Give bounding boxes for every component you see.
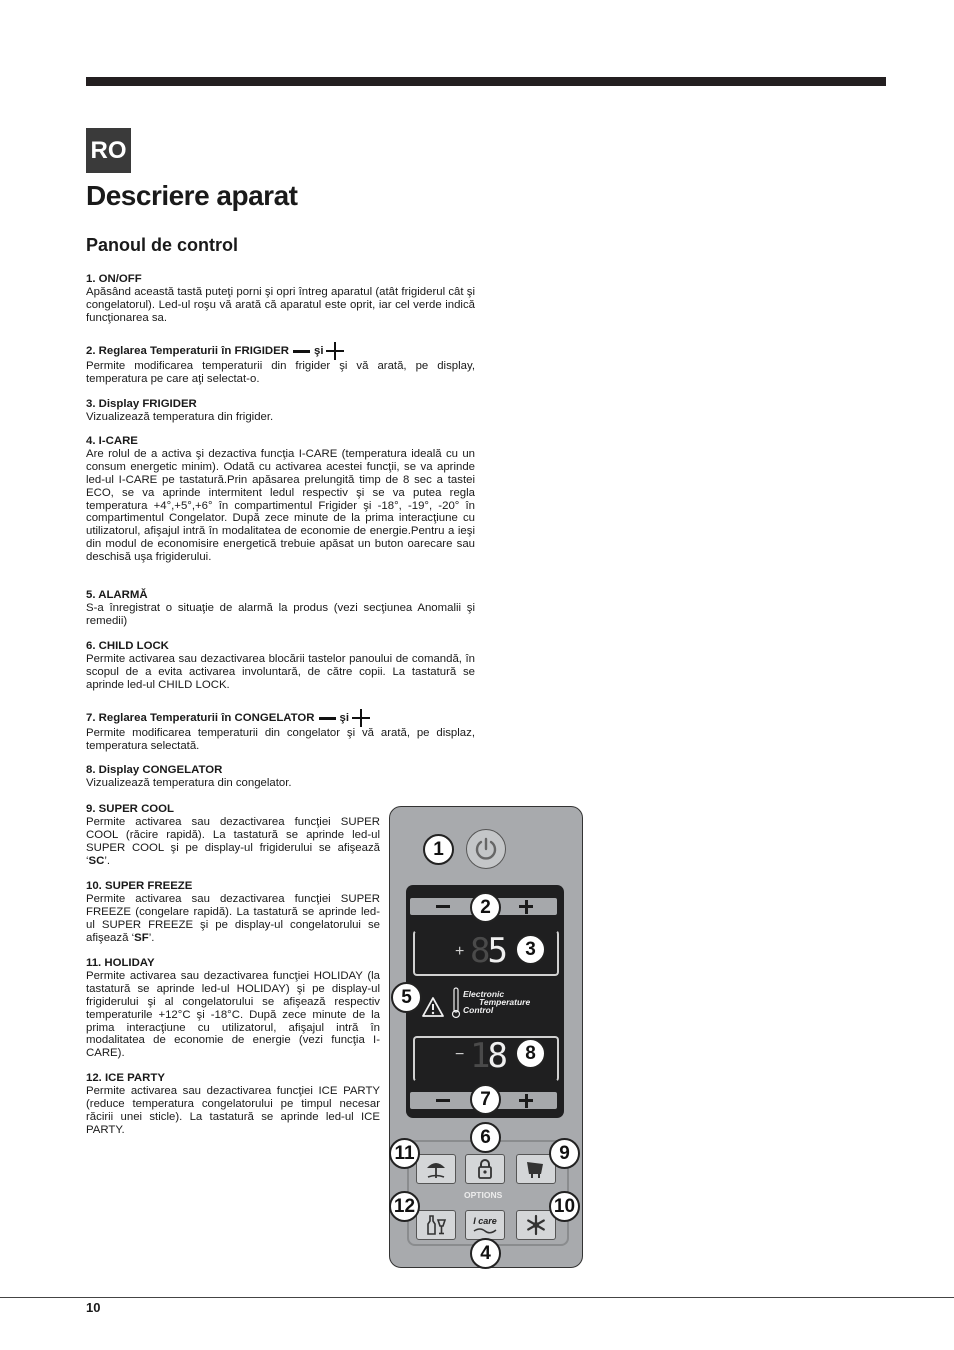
freezer-display-sign: − <box>455 1046 465 1063</box>
callout-7: 7 <box>470 1084 501 1115</box>
power-icon <box>473 836 499 862</box>
item-text: Vizualizează temperatura din congelator. <box>86 776 292 789</box>
item-text: S-a înregistrat o situaţie de alarmă la produs (vezi secţiunea Anomalii şi remedii) <box>86 601 475 627</box>
item-heading-text: 7. Reglarea Temperaturii în CONGELATOR <box>86 711 315 724</box>
item-heading <box>86 709 475 727</box>
lock-icon <box>476 1158 494 1180</box>
page-number: 10 <box>86 1300 101 1315</box>
item-text: Apăsând această tastă puteţi porni şi opri întreg aparatul (atât frigiderul cât şi congelatorul). Led-ul roşu vă arată că aparatul este oprit, iar cel verde indică funcţionarea sa. <box>86 285 475 324</box>
callout-3: 3 <box>515 934 546 965</box>
item-fridge-display <box>86 398 475 424</box>
minus-icon <box>436 1099 450 1102</box>
callout-5: 5 <box>391 982 422 1013</box>
item-heading: 8. Display CONGELATOR <box>86 764 223 776</box>
callout-1: 1 <box>423 834 454 865</box>
item-super-freeze <box>86 880 380 945</box>
callout-4: 4 <box>470 1238 501 1269</box>
item-heading: 1. ON/OFF <box>86 273 142 285</box>
plus-icon <box>326 342 344 360</box>
item-super-cool <box>86 803 380 868</box>
item-text: Permite activarea sau dezactivarea funcţiei HOLIDAY (la tastatură se aprinde led-ul HOLIDAY) şi pe display-ul frigiderului şi al congelatorului se afişează respectiv temperaturile +12°C şi -18°C. După zece minute de la prima interacţiune cu utilizatorul, afişajul intră în modalitatea de economie de energie (vezi funcţia I-CARE). <box>86 969 380 1060</box>
super-cool-icon <box>524 1158 548 1180</box>
item-ice-party <box>86 1072 380 1137</box>
super-freeze-button[interactable] <box>516 1210 556 1240</box>
item-text: Permite modificarea temperaturii din congelator şi vă arată, pe displaz, temperatura selectată. <box>86 727 475 752</box>
callout-10: 10 <box>549 1191 580 1222</box>
electronic-temperature-control-logo: Electronic Temperature Control <box>448 986 548 1020</box>
item-freezer-temperature <box>86 709 475 753</box>
holiday-icon <box>423 1158 449 1180</box>
item-freezer-display <box>86 764 475 790</box>
callout-9: 9 <box>549 1138 580 1169</box>
plus-icon <box>352 709 370 727</box>
minus-icon <box>436 905 450 908</box>
item-heading: 9. SUPER COOL <box>86 803 174 815</box>
minus-icon <box>319 717 336 720</box>
fridge-display-digits: 85 <box>470 931 505 971</box>
item-heading <box>86 342 475 360</box>
callout-2: 2 <box>470 892 501 923</box>
bottom-rule <box>0 1297 954 1298</box>
item-heading-text: 2. Reglarea Temperaturii în FRIGIDER <box>86 344 289 357</box>
language-badge: RO <box>86 128 131 173</box>
top-rule <box>86 77 886 86</box>
item-heading: 12. ICE PARTY <box>86 1072 165 1084</box>
item-text: Are rolul de a activa şi dezactiva funcţia I-CARE (temperatura ideală cu un consum energetic minim). Odată cu activarea acestei funcţii, se va aprinde led-ul I-CARE pe tastatură.Prin apăsarea prelungită timp de 8 sec a tastei ECO, se va aprinde intermitent ledul respectiv şi se va putea regla temperatura +4°,+5°,+6° în compartimentul Frigider şi -18°, -19°, -20° în compartimentul Congelator. După zece minute de la prima interacţiune cu utilizatorul, afişajul intră în modalitatea de economie de energie.Pentru a ieşi din modul de economisire energetică trebuie apăsat un buton oarecare sau deschisă uşa frigiderului. <box>86 447 475 564</box>
item-text: Permite activarea sau dezactivarea funcţiei ICE PARTY (reduce temperatura congelatorului pe timpul necesar răcirii unei sticle). La tastatură se aprinde led-ul ICE PARTY. <box>86 1084 380 1136</box>
item-heading: 5. ALARMĂ <box>86 589 148 601</box>
callout-12: 12 <box>389 1191 420 1222</box>
section-title: Panoul de control <box>86 235 239 255</box>
ice-party-button[interactable] <box>416 1210 456 1240</box>
item-heading: 10. SUPER FREEZE <box>86 880 193 892</box>
callout-6: 6 <box>470 1122 501 1153</box>
item-heading: 6. CHILD LOCK <box>86 640 169 652</box>
thermometer-icon <box>451 987 461 1019</box>
item-text: Vizualizează temperatura din frigider. <box>86 410 274 423</box>
options-label: OPTIONS <box>464 1190 503 1200</box>
item-text: Permite activarea sau dezactivarea blocării tastelor panoului de comandă, în scopul de a evita activarea involuntară, de către copii. La tastatură se aprinde led-ul CHILD LOCK. <box>86 652 475 691</box>
item-child-lock <box>86 640 475 692</box>
snowflake-icon <box>525 1214 547 1236</box>
child-lock-button[interactable] <box>465 1154 505 1184</box>
callout-8: 8 <box>515 1038 546 1069</box>
page-title: Descriere aparat <box>86 180 298 211</box>
holiday-button[interactable] <box>416 1154 456 1184</box>
item-heading: 4. I-CARE <box>86 435 138 447</box>
item-heading-conj: şi <box>313 344 324 357</box>
item-text: Permite activarea sau dezactivarea funcţiei SUPER FREEZE (congelare rapidă). La tastatură se aprinde led-ul SUPER FREEZE şi pe display-ul congelatorului se afişează ‘SF’. <box>86 892 380 944</box>
item-on-off <box>86 273 475 325</box>
item-heading: 11. HOLIDAY <box>86 957 155 969</box>
item-text: Permite modificarea temperaturii din frigider şi vă arată, pe display, temperatura pe care aţi selectat-o. <box>86 360 475 385</box>
item-heading: 3. Display FRIGIDER <box>86 398 197 410</box>
minus-icon <box>293 350 310 353</box>
power-button[interactable] <box>466 829 506 869</box>
bottle-glass-icon <box>424 1214 448 1236</box>
fridge-display-sign: + <box>455 943 465 960</box>
alarm-warning-icon <box>421 996 445 1018</box>
item-holiday <box>86 957 380 1060</box>
i-care-icon: I care <box>472 1216 498 1234</box>
item-fridge-temperature <box>86 342 475 386</box>
item-alarm <box>86 589 475 628</box>
item-heading-conj: şi <box>339 711 349 724</box>
item-i-care <box>86 435 475 564</box>
i-care-button[interactable] <box>465 1210 505 1240</box>
item-text: Permite activarea sau dezactivarea funcţiei SUPER COOL (răcire rapidă). La tastatură se aprinde led-ul SUPER COOL şi pe display-ul frigiderului se afişează ‘SC’. <box>86 815 380 867</box>
freezer-display-digits: 18 <box>470 1036 505 1076</box>
callout-11: 11 <box>389 1138 420 1169</box>
